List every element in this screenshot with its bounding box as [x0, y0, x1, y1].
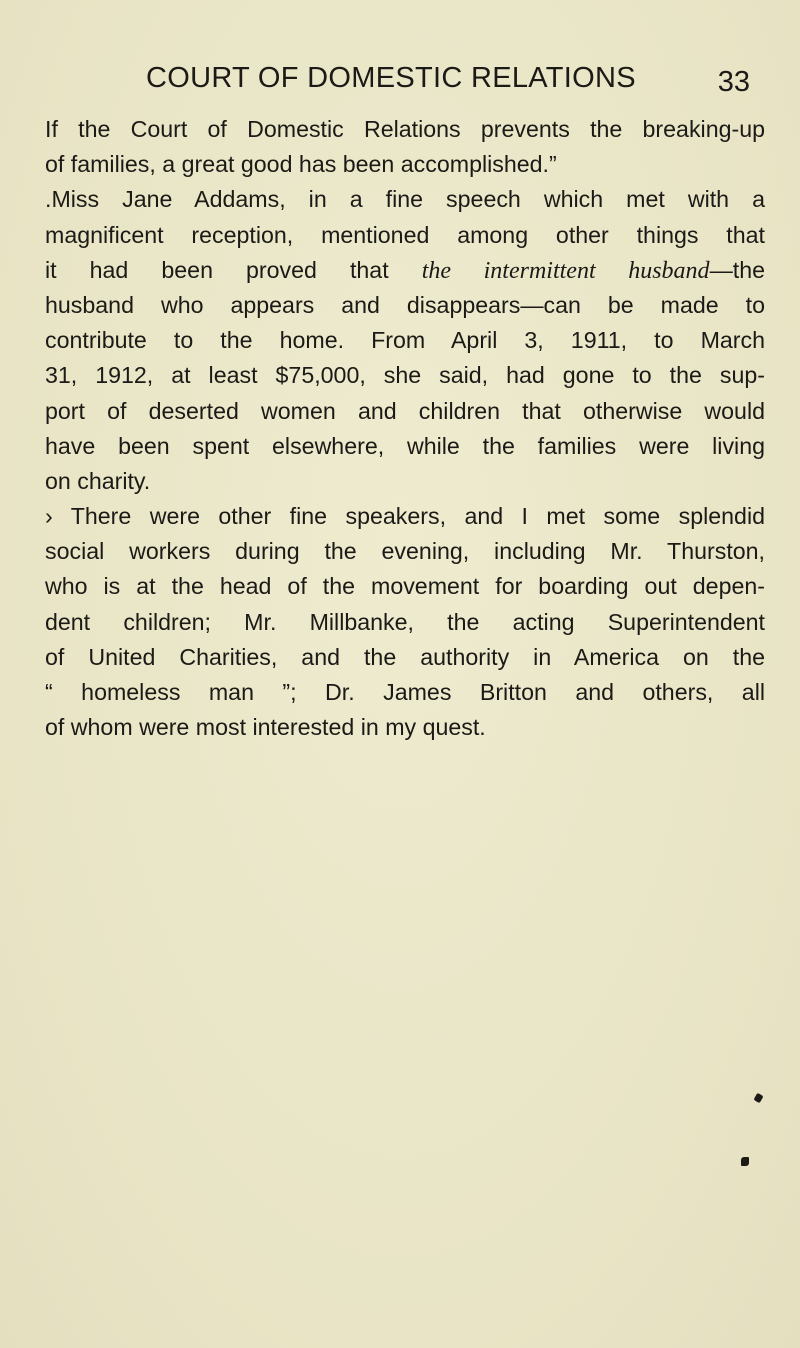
text-line: magnificent reception, mentioned among other things that — [45, 221, 765, 248]
text-line: social workers during the evening, including Mr. Thurston, — [45, 538, 765, 565]
page-header — [146, 58, 750, 104]
text-line: of United Charities, and the authority in America on the — [45, 643, 765, 670]
text-fragment: it had been proved that — [45, 256, 389, 283]
running-head: COURT OF DOMESTIC RELATIONS — [146, 62, 636, 94]
text-line: .Miss Jane Addams, in a fine speech which met with a — [45, 186, 765, 213]
text-line: contribute to the home. From April 3, 1911, to March — [45, 327, 765, 354]
text-line-with-emphasis — [45, 253, 765, 288]
text-line: of whom were most interested in my quest. — [45, 714, 486, 741]
emphasis-text: the intermittent husband — [421, 257, 710, 284]
text-line: have been spent elsewhere, while the families were living — [45, 432, 765, 459]
text-line: who is at the head of the movement for boarding out depen- — [45, 573, 765, 600]
ink-mark — [741, 1157, 749, 1166]
text-line: 31, 1912, at least $75,000, she said, had gone to the sup- — [45, 362, 765, 389]
body-text — [45, 112, 765, 745]
text-line: › There were other fine speakers, and I met some splendid — [45, 503, 765, 530]
text-line: husband who appears and disappears—can be made to — [45, 291, 765, 318]
text-line: “ homeless man ”; Dr. James Britton and others, all — [45, 679, 765, 705]
text-line: If the Court of Domestic Relations prevents the breaking-up — [45, 116, 765, 142]
text-line: dent children; Mr. Millbanke, the acting Superintendent — [45, 608, 765, 635]
text-line: on charity. — [45, 467, 151, 494]
text-line: port of deserted women and children that otherwise would — [45, 397, 765, 424]
text-line: of families, a great good has been accomplished.” — [45, 151, 557, 178]
page-number: 33 — [717, 66, 750, 98]
text-fragment: —the — [709, 256, 765, 283]
ink-speck — [753, 1093, 763, 1103]
